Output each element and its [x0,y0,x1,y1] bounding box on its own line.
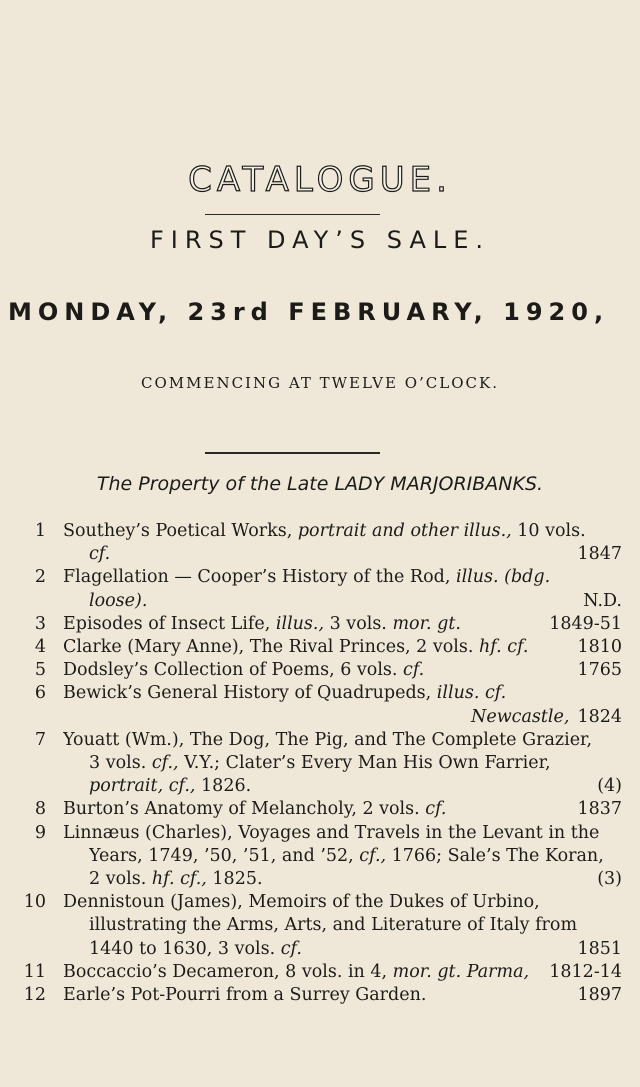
lot-item [16,613,622,636]
lot-text: 1826. [195,776,252,797]
lot-list [16,520,622,1007]
lot-number: 11 [23,961,46,982]
lot-item [16,729,622,799]
lot-date: 1812-14 [549,961,622,982]
lot-item [16,659,622,682]
commencing-time: COMMENCING AT TWELVE O’CLOCK. [141,374,499,392]
lot-binding: cf. [425,799,447,820]
lot-text: V.Y.; Clater’s Every Man His Own Farrier, [178,753,551,774]
lot-item [16,636,622,659]
title-divider [205,214,380,215]
lot-binding: cf., [359,845,387,866]
lot-item [16,566,622,612]
lot-text: Episodes of Insect Life, [63,613,276,634]
lot-text: Burton’s Anatomy of Melancholy, 2 vols. [63,799,426,820]
lot-number: 5 [34,660,46,681]
lot-number: 3 [34,613,46,634]
lot-text: Bewick’s General History of Quadrupeds, [63,683,437,704]
lot-date: 1765 [577,660,622,681]
lot-date: 1824 [577,706,622,727]
lot-item [16,891,622,961]
lot-text: Years, 1749, ’50, ’51, and ’52, [89,845,360,866]
lot-number: 1 [34,521,46,541]
lot-item [16,682,622,728]
lot-text: 2 vols. [89,869,152,890]
lot-text: 1766; Sale’s The Koran, [386,845,604,866]
lot-binding: cf. [89,544,111,565]
lot-text: Flagellation — Cooper’s History of the Rod, [63,567,456,588]
lot-binding: loose). [89,590,148,611]
lot-date: 1847 [577,544,622,565]
lot-count: (4) [597,776,622,797]
section-divider [205,452,380,454]
lot-text: Dodsley’s Collection of Poems, 6 vols. [63,660,404,681]
lot-place: Newcastle, [471,706,570,727]
sale-subtitle: FIRST DAY’S SALE. [149,226,491,254]
lot-text: Youatt (Wm.), The Dog, The Pig, and The Complete Grazier, [63,729,593,750]
lot-date: 1897 [577,985,622,1006]
lot-binding: cf. [280,938,302,959]
catalogue-title: CATALOGUE. [188,160,452,200]
lot-text-italic: portrait, cf., [89,776,196,797]
lot-item [16,520,622,566]
lot-date: 1851 [577,938,622,959]
lot-text-italic: illus., [275,613,325,634]
lot-number: 4 [34,637,46,658]
lot-number: 8 [34,799,46,820]
property-owner: The Property of the Late LADY MARJORIBANKS. [96,473,544,495]
lot-item [16,798,622,821]
lot-binding: mor. gt. Parma, [392,961,530,982]
lot-number: 2 [34,567,46,588]
lot-text-italic: illus. (bdg. [455,567,551,588]
lot-text: Southey’s Poetical Works, [63,521,298,541]
lot-item [16,961,622,984]
lot-text-italic: illus. cf. [436,683,507,704]
lot-text: Boccaccio’s Decameron, 8 vols. in 4, [63,961,393,982]
lot-binding: mor. gt. [392,613,461,634]
lot-date: 1849-51 [549,613,622,634]
lot-count: (3) [597,869,622,890]
lot-date: 1837 [577,799,622,820]
lot-text: Earle’s Pot-Pourri from a Surrey Garden. [63,985,427,1006]
lot-date: 1810 [577,637,622,658]
lot-text: 3 vols. [324,613,393,634]
lot-text: Clarke (Mary Anne), The Rival Princes, 2 vols. [63,637,480,658]
lot-binding: cf. [403,660,425,681]
lot-number: 10 [23,892,46,913]
lot-number: 12 [23,985,46,1006]
lot-text: 3 vols. [89,753,152,774]
lot-text: 10 vols. [511,521,586,541]
lot-binding: cf., [151,753,179,774]
lot-number: 9 [34,822,46,843]
lot-date: N.D. [583,590,622,611]
lot-text: Dennistoun (James), Memoirs of the Dukes of Urbino, [63,892,540,913]
lot-binding: hf. cf., [151,869,207,890]
lot-number: 7 [34,729,46,750]
lot-text: illustrating the Arms, Arts, and Literature of Italy from [89,915,578,936]
lot-text: Linnæus (Charles), Voyages and Travels in the Levant in the [63,822,600,843]
lot-text: 1825. [206,869,263,890]
lot-item [16,984,622,1007]
lot-number: 6 [34,683,46,704]
lot-item [16,822,622,892]
lot-text-italic: portrait and other illus., [297,521,512,541]
sale-date: MONDAY, 23rd FEBRUARY, 1920, [8,298,610,326]
lot-text: 1440 to 1630, 3 vols. [89,938,281,959]
lot-binding: hf. cf. [479,637,529,658]
